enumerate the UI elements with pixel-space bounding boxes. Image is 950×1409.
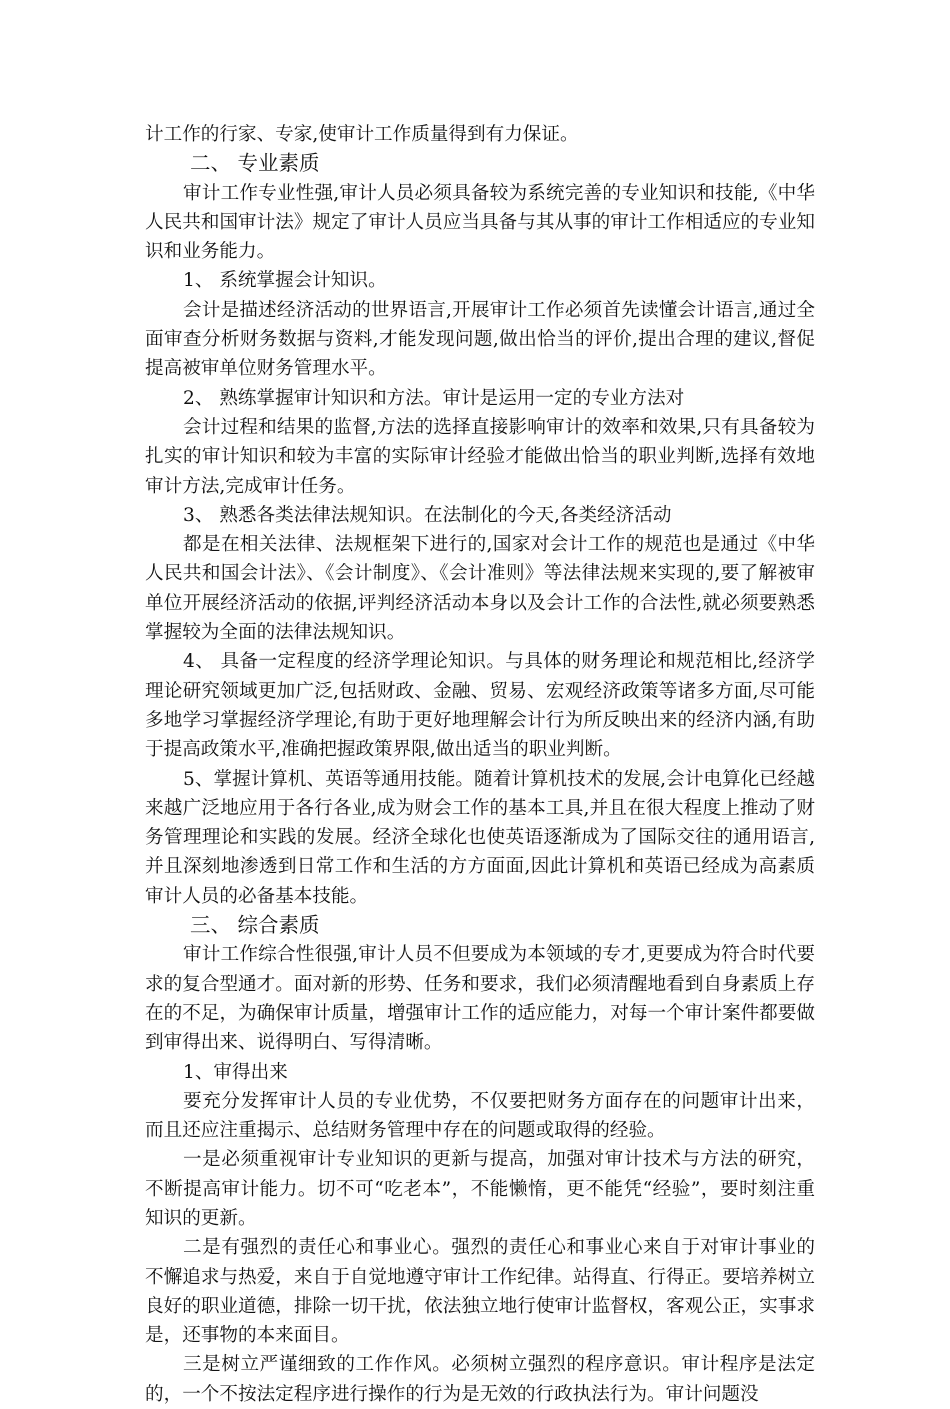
- paragraph: 一是必须重视审计专业知识的更新与提高，加强对审计技术与方法的研究，不断提高审计能力。切不可“吃老本”，不能懒惰，更不能凭“经验”，要时刻注重知识的更新。: [145, 1149, 815, 1229]
- list-item-law-knowledge: 3、 熟悉各类法律法规知识。在法制化的今天,各类经济活动: [183, 504, 672, 526]
- section-heading-professional-quality: 二、 专业素质: [190, 151, 320, 176]
- paragraph: 二是有强烈的责任心和事业心。强烈的责任心和事业心来自于对审计事业的不懈追求与热爱，来自于自觉地遵守审计工作纪律。站得直、行得正。要培养树立良好的职业道德，排除一切干扰，依法独立地行使审计监督权，客观公正，实事求是，还事物的本来面目。: [145, 1237, 815, 1347]
- paragraph: 要充分发挥审计人员的专业优势，不仅要把财务方面存在的问题审计出来，而且还应注重揭示、总结财务管理中存在的问题或取得的经验。: [145, 1090, 815, 1142]
- document-body: [145, 120, 815, 1409]
- paragraph-continued: 计工作的行家、专家,使审计工作质量得到有力保证。: [145, 124, 579, 145]
- paragraph: 审计工作综合性很强,审计人员不但要成为本领域的专才,更要成为符合时代要求的复合型通才。面对新的形势、任务和要求，我们必须清醒地看到自身素质上存在的不足，为确保审计质量，增强审计工作的适应能力，对每一个审计案件都要做到审得出来、说得明白、写得清晰。: [145, 944, 815, 1054]
- paragraph: 会计是描述经济活动的世界语言,开展审计工作必须首先读懂会计语言,通过全面审查分析财务数据与资料,才能发现问题,做出恰当的评价,提出合理的建议,督促提高被审单位财务管理水平。: [145, 299, 815, 380]
- list-item-accounting-knowledge: 1、 系统掌握会计知识。: [183, 270, 387, 292]
- paragraph: 都是在相关法律、法规框架下进行的,国家对会计工作的规范也是通过《中华人民共和国会计法》、《会计制度》、《会计准则》等法律法规来实现的,要了解被审单位开展经济活动的依据,评判经济活动本身以及会计工作的合法性,就必须要熟悉掌握较为全面的法律法规知识。: [145, 534, 815, 644]
- paragraph: 审计工作专业性强,审计人员必须具备较为系统完善的专业知识和技能,《中华人民共和国审计法》规定了审计人员应当具备与其从事的审计工作相适应的专业知识和业务能力。: [145, 182, 815, 263]
- list-item-economics-knowledge: 4、 具备一定程度的经济学理论知识。与具体的财务理论和规范相比,经济学理论研究领域更加广泛,包括财政、金融、贸易、宏观经济政策等诸多方面,尽可能多地学习掌握经济学理论,有助于更好地理解会计行为所反映出来的经济内涵,有助于提高政策水平,准确把握政策界限,做出适当的职业判断。: [145, 651, 815, 761]
- list-item-audit-out: 1、审得出来: [183, 1061, 288, 1083]
- paragraph: 三是树立严谨细致的工作作风。必须树立强烈的程序意识。审计程序是法定的，一个不按法定程序进行操作的行为是无效的行政执法行为。审计问题没: [145, 1354, 815, 1405]
- list-item-general-skills: 5、掌握计算机、英语等通用技能。随着计算机技术的发展,会计电算化已经越来越广泛地应用于各行各业,成为财会工作的基本工具,并且在很大程度上推动了财务管理理论和实践的发展。经济全球化也使英语逐渐成为了国际交往的通用语言,并且深刻地渗透到日常工作和生活的方方面面,因此计算机和英语已经成为高素质审计人员的必备基本技能。: [145, 768, 815, 907]
- list-item-audit-knowledge: 2、 熟练掌握审计知识和方法。审计是运用一定的专业方法对: [183, 387, 685, 409]
- section-heading-comprehensive-quality: 三、 综合素质: [190, 913, 320, 938]
- paragraph: 会计过程和结果的监督,方法的选择直接影响审计的效率和效果,只有具备较为扎实的审计知识和较为丰富的实际审计经验才能做出恰当的职业判断,选择有效地审计方法,完成审计任务。: [145, 416, 815, 497]
